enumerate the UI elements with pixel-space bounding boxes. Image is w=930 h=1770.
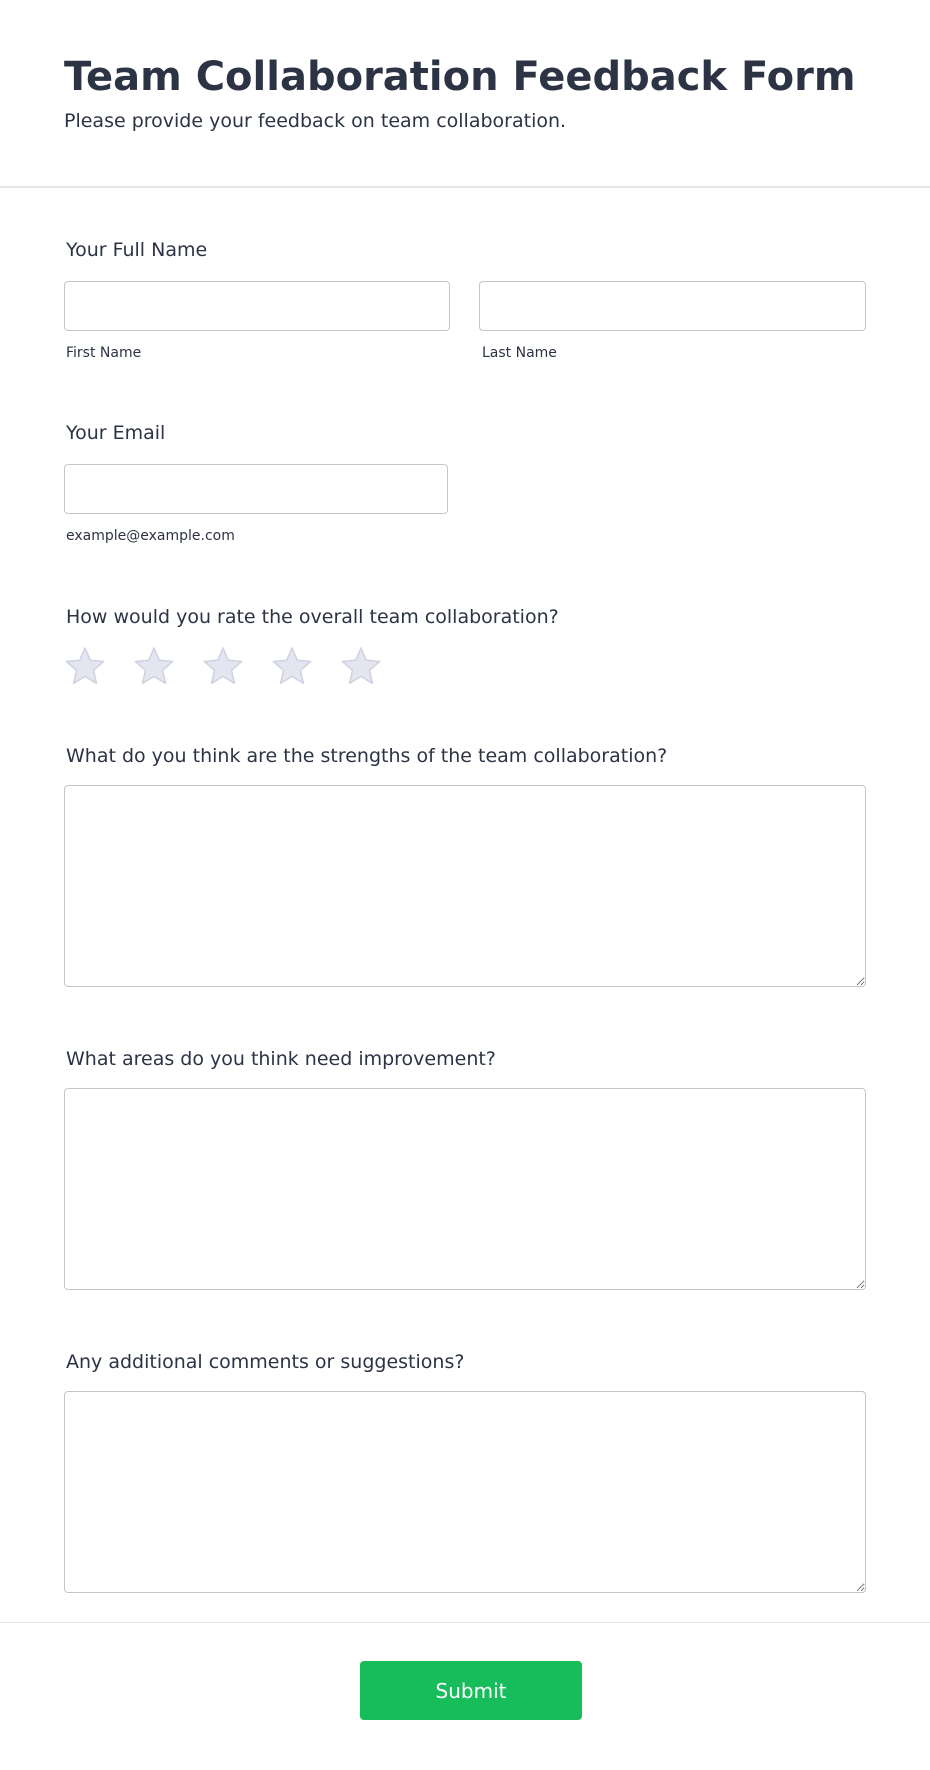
form-header bbox=[0, 0, 930, 188]
star-icon-4[interactable] bbox=[271, 646, 313, 688]
star-icon-5[interactable] bbox=[340, 646, 382, 688]
last-name-sublabel: Last Name bbox=[482, 345, 557, 361]
strengths-label: What do you think are the strengths of the team collaboration? bbox=[66, 745, 668, 767]
full-name-label: Your Full Name bbox=[66, 239, 208, 261]
email-input[interactable] bbox=[64, 464, 448, 514]
rating-label: How would you rate the overall team collaboration? bbox=[66, 606, 559, 628]
improvement-label: What areas do you think need improvement? bbox=[66, 1048, 496, 1070]
star-icon-2[interactable] bbox=[133, 646, 175, 688]
comments-label: Any additional comments or suggestions? bbox=[66, 1351, 465, 1373]
email-sublabel: example@example.com bbox=[66, 528, 235, 544]
star-icon-3[interactable] bbox=[202, 646, 244, 688]
submit-button[interactable]: Submit bbox=[360, 1661, 582, 1720]
first-name-input[interactable] bbox=[64, 281, 450, 331]
star-icon-1[interactable] bbox=[64, 646, 106, 688]
strengths-textarea[interactable] bbox=[64, 785, 866, 987]
comments-textarea[interactable] bbox=[64, 1391, 866, 1593]
email-label: Your Email bbox=[66, 422, 166, 444]
improvement-textarea[interactable] bbox=[64, 1088, 866, 1290]
star-rating bbox=[64, 646, 404, 688]
first-name-sublabel: First Name bbox=[66, 345, 142, 361]
form-title: Team Collaboration Feedback Form bbox=[64, 54, 856, 100]
footer-divider bbox=[0, 1622, 930, 1623]
last-name-input[interactable] bbox=[479, 281, 866, 331]
form-subtitle: Please provide your feedback on team collaboration. bbox=[64, 110, 567, 132]
